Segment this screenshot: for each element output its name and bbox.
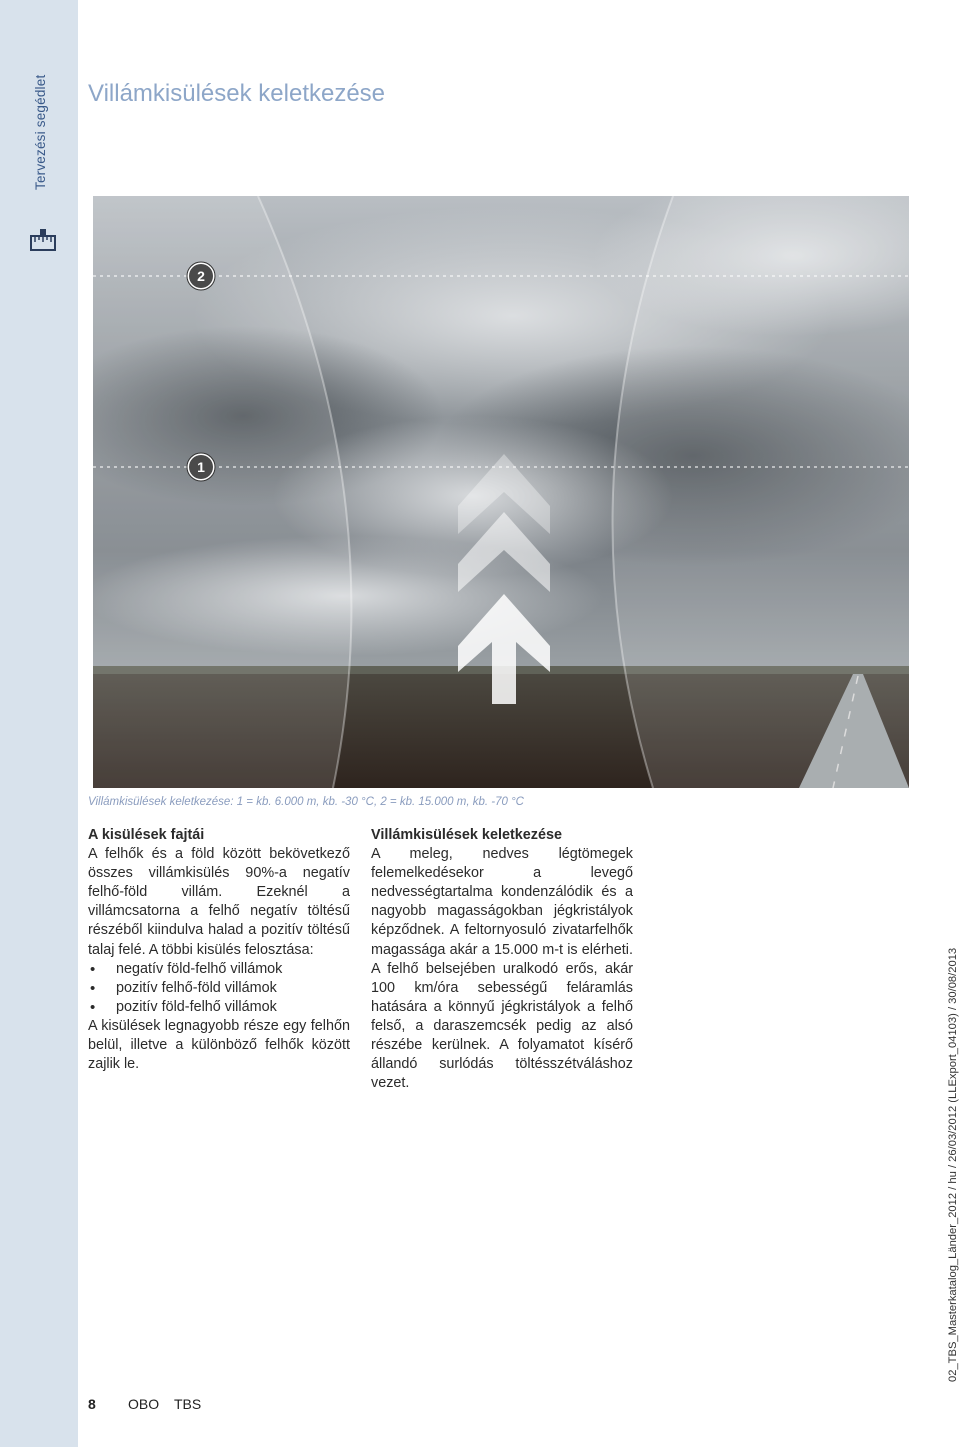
left-heading: A kisülések fajtái [88, 827, 205, 843]
page-title: Villámkisülések keletkezése [88, 80, 386, 107]
page-footer [88, 1396, 201, 1412]
figure-caption: Villámkisülések keletkezése: 1 = kb. 6.000 m, kb. -30 °C, 2 = kb. 15.000 m, kb. -70 °C [88, 796, 524, 808]
list-item: • negatív föld-felhő villámok [88, 960, 350, 979]
section-label: Tervezési segédlet [33, 74, 48, 190]
left-column [88, 826, 350, 1074]
right-column [371, 826, 633, 1093]
left-intro: A felhők és a föld között bekövetkező összes villámkisülés 90%-a negatív felhő-föld villám. Ezeknél a villámcsatorna a felhő negatív töltésű részéből kiindulva halad a pozitív töltésű talaj felé. A többi kisülés felosztása: [88, 846, 350, 958]
svg-text:1: 1 [197, 459, 205, 475]
discharge-types-list [88, 960, 350, 1017]
document-reference: 02_TBS_Masterkatalog_Länder_2012 / hu / 26/03/2012 (LLExport_04103) / 30/08/2013 [947, 947, 959, 1382]
sidebar-strip [0, 0, 78, 1447]
brand-tbs: TBS [174, 1396, 202, 1412]
page-number: 8 [88, 1396, 96, 1412]
list-item: • pozitív felhő-föld villámok [88, 979, 350, 998]
list-item: • pozitív föld-felhő villámok [88, 998, 350, 1017]
ruler-pencil-icon [30, 228, 60, 252]
marker-1 [187, 453, 215, 481]
svg-text:2: 2 [197, 268, 205, 284]
brand-obo: OBO [128, 1396, 160, 1412]
left-outro: A kisülések legnagyobb része egy felhőn belül, illetve a különböző felhők között zajlik le. [88, 1017, 350, 1073]
right-heading: Villámkisülések keletkezése [371, 827, 562, 843]
marker-2 [187, 262, 215, 290]
right-body: A meleg, nedves légtömegek felemelkedésekor a levegő nedvességtartalma kondenzálódik és a nagyobb magasságokban jégkristályok képződnek. A feltornyosuló zivatarfelhők magassága akár a 15.000 m-t is elérheti. A felhő belsejében uralkodó erős, akár 100 km/óra sebességű feláramlás hatására a könnyű jégkristályok a felhő felső, a daraszemcsék pedig az alsó részébe kerülnek. A folyamatot kísérő állandó surlódás töltésszétváláshoz vezet. [371, 846, 633, 1092]
storm-cloud-photo [93, 196, 909, 788]
